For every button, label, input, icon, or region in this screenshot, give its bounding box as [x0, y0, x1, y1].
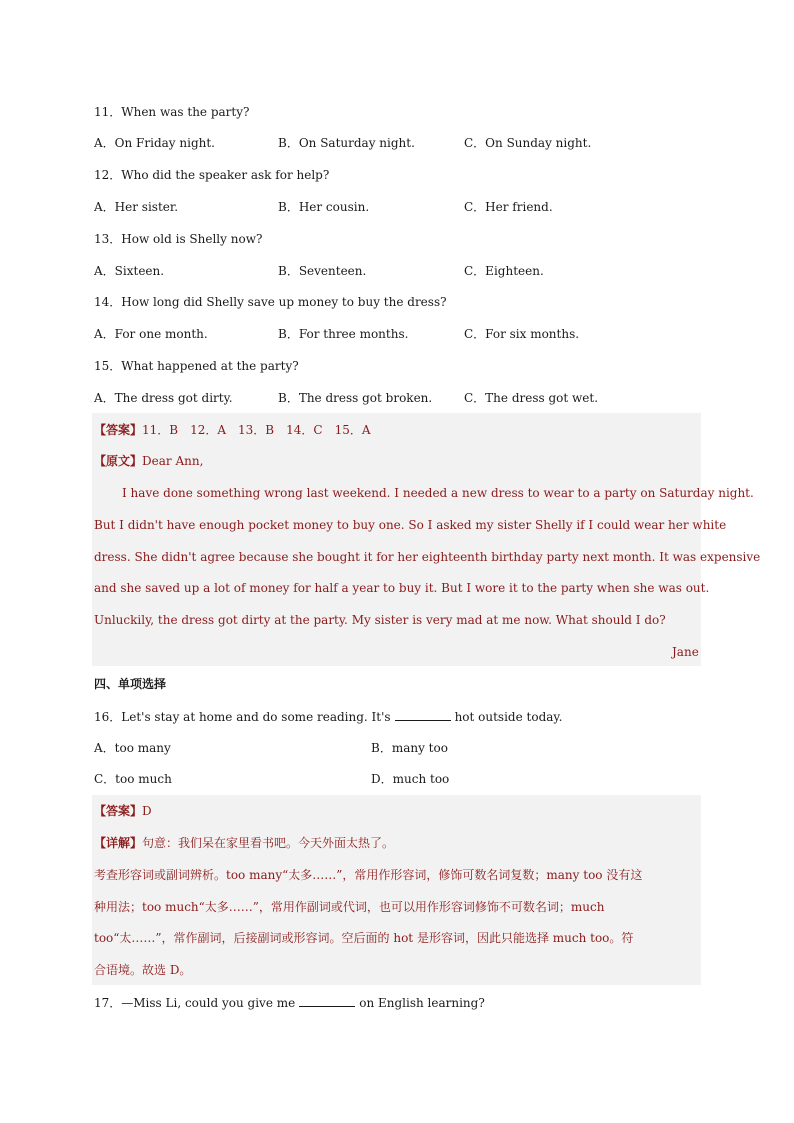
answer-blank — [395, 708, 451, 721]
q15-option-c: C．The dress got wet. — [464, 391, 599, 405]
answer-transcript-box — [92, 413, 701, 666]
detail-line: 考查形容词或副词辨析。too many“太多……”，常用作形容词，修饰可数名词复数；many too 没有这 — [94, 868, 643, 882]
transcript-greeting: Dear Ann, — [142, 454, 204, 468]
q12-option-c: C．Her friend. — [464, 200, 553, 214]
q13-option-c: C．Eighteen. — [464, 264, 544, 278]
question-14-stem: 14．How long did Shelly save up money to buy the dress? — [94, 295, 447, 309]
transcript-line: dress. She didn't agree because she bought it for her eighteenth birthday party next month. It was expensive — [94, 550, 761, 564]
q16-option-d: D．much too — [371, 772, 450, 786]
q17-stem-end: on English learning? — [359, 996, 485, 1010]
q16-stem-end: hot outside today. — [454, 710, 563, 724]
answer-key-2 — [94, 803, 152, 819]
detail-header — [94, 835, 394, 851]
q11-option-c: C．On Sunday night. — [464, 136, 592, 150]
question-15-stem: 15．What happened at the party? — [94, 359, 299, 373]
detail-line: 合语境。故选 D。 — [94, 963, 192, 977]
q16-option-b: B．many too — [371, 741, 448, 755]
answer-text: 11．B 12．A 13．B 14．C 15．A — [142, 423, 371, 437]
answer-text: D — [142, 804, 152, 818]
answer-label: 【答案】 — [94, 804, 143, 818]
q16-stem-start: 16．Let's stay at home and do some reading. It's — [94, 710, 391, 724]
q13-option-a: A．Sixteen. — [94, 264, 165, 278]
detail-label: 【详解】 — [94, 836, 143, 850]
q17-stem-start: 17．—Miss Li, could you give me — [94, 996, 296, 1010]
transcript-label: 【原文】 — [94, 454, 143, 468]
transcript-line: Unluckily, the dress got dirty at the party. My sister is very mad at me now. What should I do? — [94, 613, 666, 627]
question-11-stem: 11．When was the party? — [94, 105, 250, 119]
q11-option-a: A．On Friday night. — [94, 136, 215, 150]
question-17-stem — [94, 994, 485, 1011]
question-16-stem — [94, 708, 562, 725]
q16-option-a: A．too many — [94, 741, 171, 755]
q14-option-a: A．For one month. — [94, 327, 208, 341]
q11-option-b: B．On Saturday night. — [278, 136, 415, 150]
q16-option-c: C．too much — [94, 772, 172, 786]
answer-blank — [299, 994, 355, 1007]
question-13-stem: 13．How old is Shelly now? — [94, 232, 263, 246]
detail-first-line: 句意：我们呆在家里看书吧。今天外面太热了。 — [142, 836, 395, 850]
transcript-signature: Jane — [672, 645, 699, 659]
transcript-line: But I didn't have enough pocket money to buy one. So I asked my sister Shelly if I could wear her white — [94, 518, 727, 532]
answer-detail-box — [92, 795, 701, 985]
q15-option-b: B．The dress got broken. — [278, 391, 433, 405]
transcript-line: and she saved up a lot of money for half a year to buy it. But I wore it to the party when she was out. — [94, 581, 710, 595]
q13-option-b: B．Seventeen. — [278, 264, 367, 278]
detail-line: too“太……”，常作副词，后接副词或形容词。空后面的 hot 是形容词，因此只能选择 much too。符 — [94, 931, 634, 945]
question-12-stem: 12．Who did the speaker ask for help? — [94, 168, 330, 182]
q12-option-a: A．Her sister. — [94, 200, 179, 214]
transcript-header — [94, 453, 203, 469]
answer-label: 【答案】 — [94, 423, 143, 437]
q12-option-b: B．Her cousin. — [278, 200, 370, 214]
detail-line: 种用法；too much“太多……”，常用作副词或代词，也可以用作形容词修饰不可数名词；much — [94, 900, 605, 914]
q15-option-a: A．The dress got dirty. — [94, 391, 233, 405]
section-heading: 四、单项选择 — [94, 677, 167, 691]
answer-key-1 — [94, 422, 371, 438]
q14-option-c: C．For six months. — [464, 327, 580, 341]
q14-option-b: B．For three months. — [278, 327, 409, 341]
transcript-line: I have done something wrong last weekend. I needed a new dress to wear to a party on Saturday night. — [122, 486, 754, 500]
